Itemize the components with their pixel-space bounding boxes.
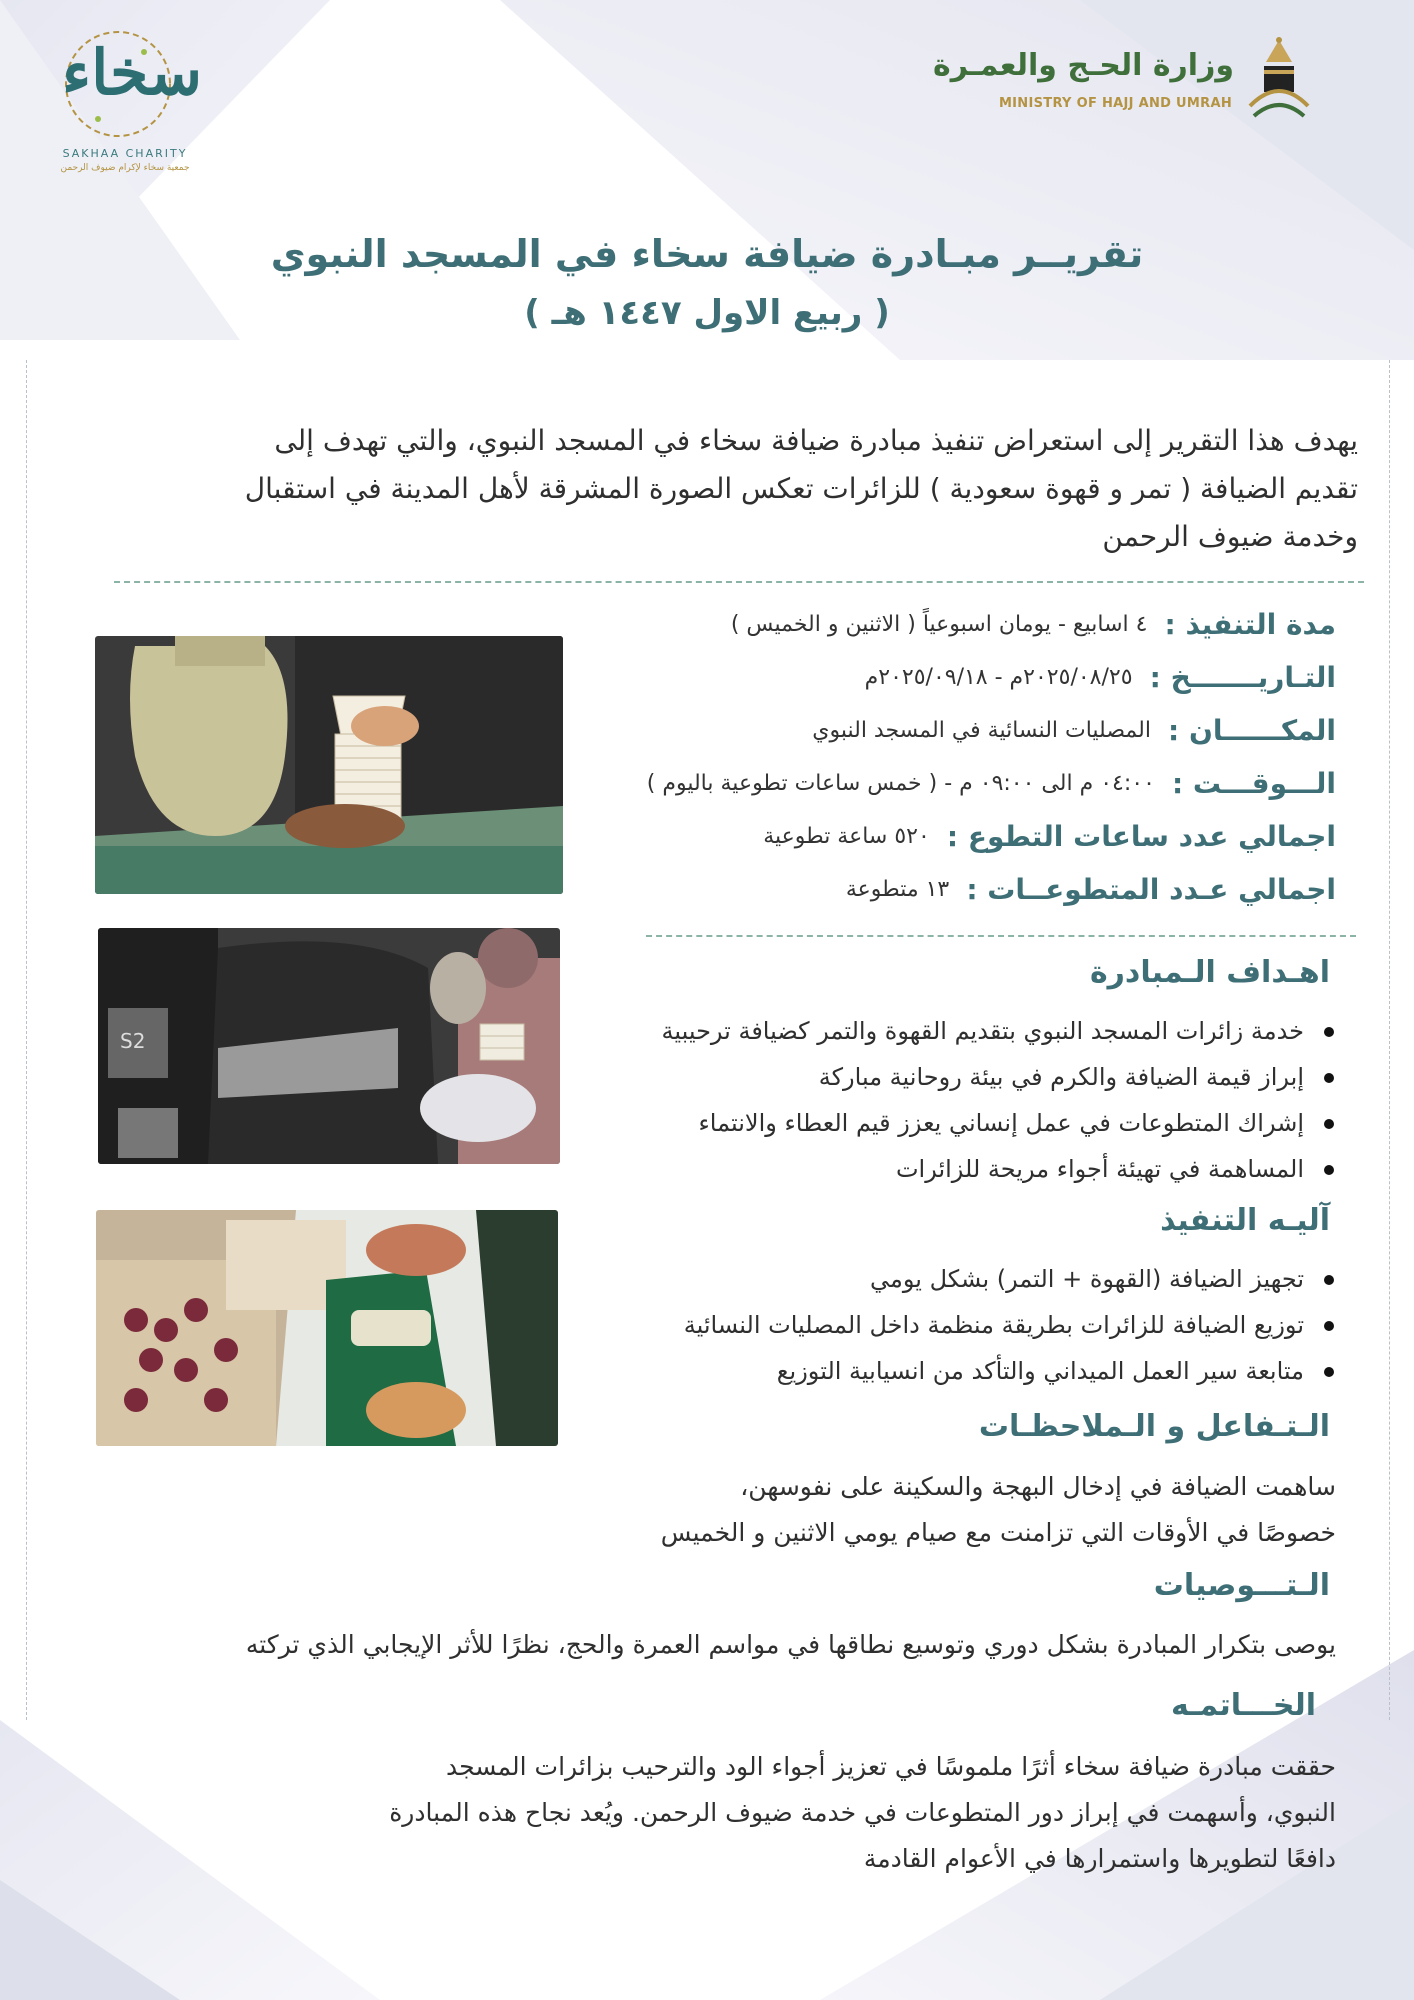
info-label: اجمالي عـدد المتطوعــات : — [966, 873, 1336, 906]
photo-coffee-cups — [95, 636, 563, 894]
info-label: المكــــــان : — [1168, 714, 1336, 747]
report-subtitle-date: ( ربيع الاول ١٤٤٧ هـ ) — [524, 293, 890, 333]
intro-paragraph: يهدف هذا التقرير إلى استعراض تنفيذ مبادرة ضيافة سخاء في المسجد النبوي، والتي تهدف إلى تقديم الضيافة ( تمر و قهوة سعودية ) للزائرات تعكس الصورة المشرقة لأهل المدينة في استقبال وخدمة ضيوف الرحمن — [244, 424, 1358, 553]
info-label: التـاريـــــــخ : — [1149, 661, 1336, 694]
info-value: ٤ اسابيع - يومان اسبوعياً ( الاثنين و الخميس ) — [730, 612, 1148, 637]
divider-info — [646, 935, 1356, 937]
info-value: المصليات النسائية في المسجد النبوي — [812, 718, 1151, 743]
ministry-name-en: MINISTRY OF HAJJ AND UMRAH — [998, 96, 1232, 111]
conclusion-line-3: دافعًا لتطويرها واستمرارها في الأعوام القادمة — [863, 1844, 1336, 1873]
interaction-line-1: ساهمت الضيافة في إدخال البهجة والسكينة على نفوسهن، — [740, 1472, 1336, 1501]
info-row-volunteer-count — [846, 873, 1336, 923]
goals-title: اهـداف الـمبادرة — [1089, 955, 1330, 990]
charity-subtitle: جمعية سخاء لإكرام ضيوف الرحمن — [60, 163, 190, 173]
interaction-title: الـتـفاعل و الـملاحظـات — [978, 1409, 1330, 1444]
info-row-time — [647, 767, 1336, 817]
conclusion-line-1: حققت مبادرة ضيافة سخاء أثرًا ملموسًا في تعزيز أجواء الود والترحيب بزائرات المسجد — [446, 1752, 1336, 1781]
list-item: خدمة زائرات المسجد النبوي بتقديم القهوة والتمر كضيافة ترحيبية — [661, 1008, 1336, 1054]
list-item: المساهمة في تهيئة أجواء مريحة للزائرات — [661, 1146, 1336, 1192]
goals-list — [661, 1008, 1336, 1192]
charity-name-ar: سخاء — [62, 36, 203, 109]
interaction-line-2: خصوصًا في الأوقات التي تزامنت مع صيام يومي الاثنين و الخميس — [660, 1518, 1336, 1547]
info-label: اجمالي عدد ساعات التطوع : — [946, 820, 1336, 853]
info-value: ٥٢٠ ساعة تطوعية — [763, 824, 930, 849]
conclusion-title: الخـــاتمـه — [1170, 1688, 1316, 1723]
charity-name-en: SAKHAA CHARITY — [62, 147, 188, 160]
list-item: توزيع الضيافة للزائرات بطريقة منظمة داخل المصليات النسائية — [684, 1302, 1336, 1348]
info-row-volunteer-hours — [763, 820, 1336, 870]
conclusion-line-2: النبوي، وأسهمت في إبراز دور المتطوعات في خدمة ضيوف الرحمن. ويُعد نجاح هذه المبادرة — [389, 1798, 1336, 1827]
list-item: إشراك المتطوعات في عمل إنساني يعزز قيم العطاء والانتماء — [661, 1100, 1336, 1146]
list-item: تجهيز الضيافة (القهوة + التمر) بشكل يومي — [684, 1256, 1336, 1302]
recommendations-text: يوصى بتكرار المبادرة بشكل دوري وتوسيع نطاقها في مواسم العمرة والحج، نظرًا للأثر الإيجابي الذي تركته — [245, 1630, 1336, 1659]
sakhaa-logo — [40, 20, 203, 180]
ministry-logo — [933, 30, 1314, 130]
info-value: ٢٠٢٥/٠٨/٢٥م - ٢٠٢٥/٠٩/١٨م — [864, 665, 1133, 690]
mechanism-list — [684, 1256, 1336, 1394]
info-row-duration — [731, 608, 1336, 658]
list-item: متابعة سير العمل الميداني والتأكد من انسيابية التوزيع — [684, 1348, 1336, 1394]
info-row-location — [812, 714, 1336, 764]
info-label: الـــوقـــت : — [1171, 767, 1336, 800]
info-value: ٠٤:٠٠ م الى ٠٩:٠٠ م - ( خمس ساعات تطوعية باليوم ) — [646, 771, 1155, 796]
info-value: ١٣ متطوعة — [845, 877, 950, 902]
mechanism-title: آليـه التنفيذ — [1160, 1203, 1330, 1238]
kaaba-emblem-icon — [1244, 36, 1314, 126]
ministry-name-ar: وزارة الحـج والعمـرة — [933, 48, 1234, 83]
recommendations-title: الـتـــوصيات — [1153, 1568, 1330, 1603]
divider-top — [114, 581, 1364, 583]
svg-text:S2: S2 — [120, 1029, 146, 1053]
report-title: تقريــر مبـادرة ضيافة سخاء في المسجد النبوي — [270, 232, 1144, 276]
info-label: مدة التنفيذ : — [1164, 608, 1336, 641]
info-row-date — [865, 661, 1336, 711]
photo-volunteer-serving — [98, 928, 560, 1164]
list-item: إبراز قيمة الضيافة والكرم في بيئة روحانية مباركة — [661, 1054, 1336, 1100]
photo-dates-boxes — [96, 1210, 558, 1446]
